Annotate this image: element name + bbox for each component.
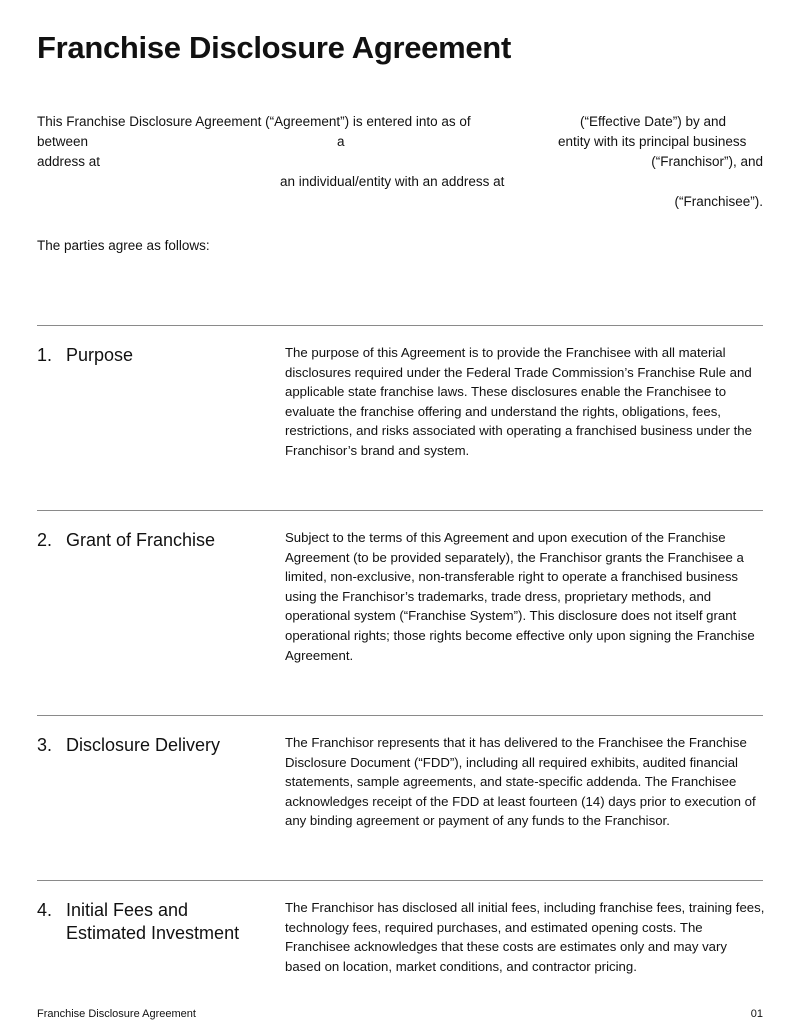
intro-line3-right: (“Franchisor”), and (651, 154, 763, 169)
section-number: 2. (37, 530, 53, 550)
intro-line3-left: address at (37, 154, 101, 169)
section-number: 1. (37, 345, 53, 365)
section-divider (37, 880, 763, 881)
section-body-initial-fees: The Franchisor has disclosed all initial fees, including franchise fees, training fees, technology fees, required purchases, and estimated opening costs. The Franchisee acknowledges that these costs are estimates only and may vary based on location, market conditions, and contractor pricing. (285, 900, 765, 974)
section-divider (37, 510, 763, 511)
intro-line1-left: This Franchise Disclosure Agreement (“Agreement”) is entered into as of (37, 114, 471, 129)
section-body-grant-of-franchise: Subject to the terms of this Agreement and upon execution of the Franchise Agreement (to be provided separately), the Franchisor grants the Franchisee a limited, non-exclusive, non-transferable right to operate a franchised business using the Franchisor’s trademarks, trade dress, proprietary methods, and operational system (“Franchise System”). This disclosure does not itself grant operational rights; those rights become effective only upon signing the Franchise Agreement. (285, 530, 755, 663)
intro-line5-right: (“Franchisee”). (674, 194, 763, 209)
intro-line4-mid: an individual/entity with an address at (280, 174, 505, 189)
intro-line2-left: between (37, 134, 89, 149)
section-title-purpose: Purpose (66, 345, 134, 365)
section-title-grant-of-franchise: Grant of Franchise (66, 530, 216, 550)
intro-line2-mid: a (337, 134, 345, 149)
intro-line2-right: entity with its principal business (558, 134, 747, 149)
section-title-initial-fees: Initial Fees and Estimated Investment (66, 900, 240, 943)
agree-text: The parties agree as follows: (37, 238, 210, 253)
section-body-purpose: The purpose of this Agreement is to provide the Franchisee with all material disclosures required under the Federal Trade Commission’s Franchise Rule and applicable state franchise laws. These disclosures enable the Franchisee to evaluate the franchise offering and understand the rights, obligations, fees, restrictions, and risks associated with operating a franchised business under the Franchisor’s brand and system. (285, 345, 752, 458)
section-divider (37, 715, 763, 716)
footer-page-number: 01 (750, 1008, 763, 1020)
section-body-disclosure-delivery: The Franchisor represents that it has delivered to the Franchisee the Franchise Disclosure Document (“FDD”), including all required exhibits, audited financial statements, sample agreements, and state-specific addenda. The Franchisee acknowledges receipt of the FDD at least fourteen (14) days prior to execution of any binding agreement or payment of any funds to the Franchisor. (285, 735, 756, 829)
section-number: 3. (37, 735, 53, 755)
document-title: Franchise Disclosure Agreement (37, 30, 511, 65)
footer-document-name: Franchise Disclosure Agreement (37, 1008, 196, 1020)
section-title-disclosure-delivery: Disclosure Delivery (66, 735, 221, 755)
intro-line1-right: (“Effective Date”) by and (580, 114, 727, 129)
section-number: 4. (37, 900, 53, 920)
section-divider (37, 325, 763, 326)
